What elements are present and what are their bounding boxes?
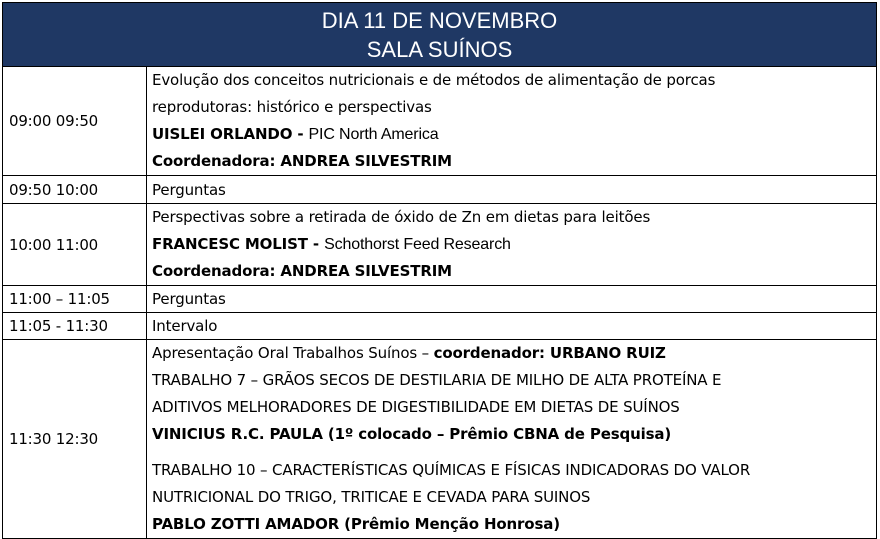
session-row (3, 340, 877, 539)
session-row (3, 204, 877, 286)
spacer (152, 448, 876, 457)
presentation-intro-line (152, 340, 876, 367)
coordinator-line: Coordenadora: ANDREA SILVESTRIM (152, 152, 452, 170)
room-title: SALA SUÍNOS (366, 37, 513, 62)
session-row (3, 67, 877, 176)
lecture-title-line: reprodutoras: histórico e perspectivas (152, 98, 432, 116)
speaker-org: PIC North America (308, 126, 439, 143)
speaker-line (152, 121, 876, 148)
presentation-intro: Apresentação Oral Trabalhos Suínos – (152, 344, 434, 362)
description-cell: Intervalo (147, 313, 877, 340)
time-cell: 11:00 – 11:05 (3, 286, 147, 313)
paper-author-line: PABLO ZOTTI AMADOR (Prêmio Menção Honrosa) (152, 515, 560, 533)
lecture-title-line: Evolução dos conceitos nutricionais e de métodos de alimentação de porcas (152, 71, 716, 89)
coordinator-line: Coordenadora: ANDREA SILVESTRIM (152, 262, 452, 280)
time-cell: 10:00 11:00 (3, 204, 147, 286)
description-cell (147, 204, 877, 286)
paper-title-line: TRABALHO 7 – GRÃOS SECOS DE DESTILARIA DE MILHO DE ALTA PROTEÍNA E (152, 371, 722, 389)
paper-author-line: VINICIUS R.C. PAULA (1º colocado – Prêmio CBNA de Pesquisa) (152, 425, 672, 443)
lecture-title-line: Perspectivas sobre a retirada de óxido de Zn em dietas para leitões (152, 208, 651, 226)
schedule-table (2, 2, 877, 539)
description-cell: Perguntas (147, 286, 877, 313)
session-row (3, 313, 877, 340)
paper-title-line: NUTRICIONAL DO TRIGO, TRITICAE E CEVADA PARA SUINOS (152, 488, 591, 506)
coordinator-name: coordenador: URBANO RUIZ (433, 344, 666, 362)
paper-title-line: TRABALHO 10 – CARACTERÍSTICAS QUÍMICAS E FÍSICAS INDICADORAS DO VALOR (152, 461, 751, 479)
description-cell: Perguntas (147, 176, 877, 204)
time-cell: 11:30 12:30 (3, 340, 147, 539)
speaker-org: Schothorst Feed Research (324, 236, 511, 253)
header-cell (3, 3, 877, 67)
time-cell: 09:50 10:00 (3, 176, 147, 204)
speaker-name: UISLEI ORLANDO - (152, 125, 309, 143)
paper-title-line: ADITIVOS MELHORADORES DE DIGESTIBILIDADE EM DIETAS DE SUÍNOS (152, 398, 680, 416)
session-row (3, 286, 877, 313)
time-cell: 09:00 09:50 (3, 67, 147, 176)
header-row (3, 3, 877, 67)
day-title: DIA 11 DE NOVEMBRO (321, 8, 558, 33)
session-row (3, 176, 877, 204)
speaker-line (152, 231, 876, 258)
description-cell (147, 67, 877, 176)
speaker-name: FRANCESC MOLIST - (152, 235, 325, 253)
description-cell (147, 340, 877, 539)
time-cell: 11:05 - 11:30 (3, 313, 147, 340)
